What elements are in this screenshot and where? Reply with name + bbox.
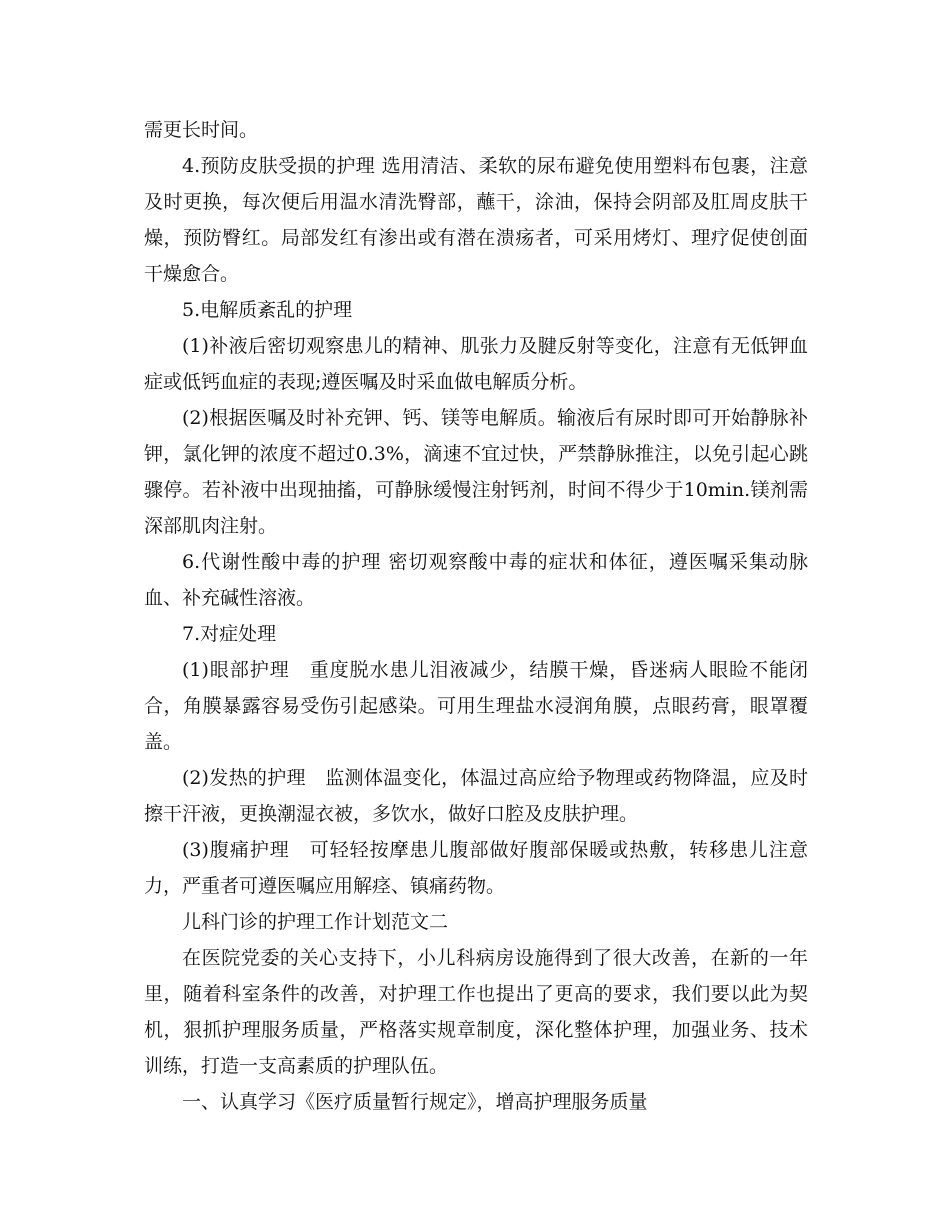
paragraph-electrolyte-supplement: (2)根据医嘱及时补充钾、钙、镁等电解质。输液后有尿时即可开始静脉补钾，氯化钾的浓度不超过0.3%，滴速不宜过快，严禁静脉推注，以免引起心跳骤停。若补液中出现抽搐，可静脉缓慢注射钙剂，时间不得少于10min.镁剂需深部肌肉注射。: [144, 407, 808, 537]
paragraph-skin-care: 4.预防皮肤受损的护理 选用清洁、柔软的尿布避免使用塑料布包裹，注意及时更换，每次便后用温水清洗臀部，蘸干，涂油，保持会阴部及肛周皮肤干燥，预防臀红。局部发红有渗出或有潜在溃疡者，可采用烤灯、理疗促使创面干燥愈合。: [144, 155, 808, 285]
heading-section-one: 一、认真学习《医疗质量暂行规定》，增高护理服务质量: [182, 1091, 648, 1113]
document-body: [144, 112, 808, 1120]
paragraph-fever-care: (2)发热的护理 监测体温变化，体温过高应给予物理或药物降温，应及时擦干汗液，更换潮湿衣被，多饮水，做好口腔及皮肤护理。: [144, 767, 808, 825]
heading-electrolyte-care: 5.电解质紊乱的护理: [182, 299, 353, 321]
paragraph-abdominal-pain-care: (3)腹痛护理 可轻轻按摩患儿腹部做好腹部保暖或热敷，转移患儿注意力，严重者可遵医嘱应用解痉、镇痛药物。: [144, 839, 808, 897]
heading-symptomatic-treatment: 7.对症处理: [182, 623, 277, 645]
paragraph-acidosis-care: 6.代谢性酸中毒的护理 密切观察酸中毒的症状和体征，遵医嘱采集动脉血、补充碱性溶液。: [144, 551, 808, 609]
paragraph-eye-care: (1)眼部护理 重度脱水患儿泪液减少，结膜干燥，昏迷病人眼睑不能闭合，角膜暴露容易受伤引起感染。可用生理盐水浸润角膜，点眼药膏，眼罩覆盖。: [144, 659, 808, 753]
paragraph-electrolyte-observation: (1)补液后密切观察患儿的精神、肌张力及腱反射等变化，注意有无低钾血症或低钙血症的表现;遵医嘱及时采血做电解质分析。: [144, 335, 808, 393]
paragraph-continuation: 需更长时间。: [144, 119, 259, 141]
paragraph-sample-two-intro: 在医院党委的关心支持下，小儿科病房设施得到了很大改善，在新的一年里，随着科室条件的改善，对护理工作也提出了更高的要求，我们要以此为契机，狠抓护理服务质量，严格落实规章制度，深化整体护理，加强业务、技术训练，打造一支高素质的护理队伍。: [144, 947, 808, 1077]
heading-sample-two: 儿科门诊的护理工作计划范文二: [182, 911, 449, 933]
